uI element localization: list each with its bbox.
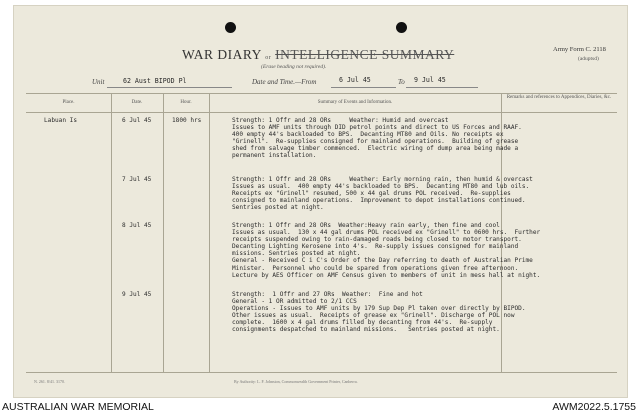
entry-summary: Strength: 1 Offr and 28 ORs Weather:Heavy rain early, then fine and cool Issues as usual. 130 x 44 gal drums POL received ex "Grinell" to 0600 hrs. Further receipts suspended owing to rain-damaged roads being closed to motor transport. Decanting Lighting Kerosene into 4's. Re-supply issues consigned for mainland missions. Sentries posted at night. General - Received C i C's Order of the Day referring to death of Australian Prime Minister. Personnel who could be spared from operations given free afternoon. Lecture by AES Officer on AMF Census given to members of unit in mess hall at night. bbox=[232, 222, 541, 279]
print-code: N. 261. 8/41. 3170. bbox=[34, 379, 65, 384]
date-to: 9 Jul 45 bbox=[414, 76, 446, 84]
title-struck: INTELLIGENCE SUMMARY bbox=[275, 47, 455, 62]
title-war-diary: WAR DIARY bbox=[182, 47, 262, 62]
unit-value: 62 Aust BIPOD Pl bbox=[123, 77, 187, 85]
punch-hole bbox=[396, 22, 407, 33]
entry-date: 8 Jul 45 bbox=[122, 222, 152, 229]
entry-date: 7 Jul 45 bbox=[122, 176, 152, 183]
entry-summary: Strength: 1 Offr and 27 ORs Weather: Fine and hot General - 1 OR admitted to 2/1 CCS Operations - Issues to AMF units by 179 Sup Dep Pl taken over directly by BIPOD. Other issues as usual. Receipts of grease ex "Grinell". Discharge of POL now complete. 1600 x 4 gal drums filled by decanting from 44's. Re-supply consignments despatched to mainland missions. Sentries posted at night. bbox=[232, 291, 526, 334]
entry-summary: Strength: 1 Offr and 28 ORs Weather: Humid and overcast Issues to AMF units through DID petrol points and direct to US Forces and RAAF. 400 empty 44's backloaded to BPS. Decanting MT80 and Oils. No receipts ex "Grinell". Re-supplies consigned for mainland operations. Building of grease shed from salvage timber commenced. Electric wiring of dump area being made a permanent installation. bbox=[232, 117, 522, 160]
entry-hour: 1800 hrs bbox=[172, 117, 202, 124]
col-header-date: Date. bbox=[131, 100, 143, 105]
entry-summary: Strength: 1 Offr and 28 ORs Weather: Early morning rain, then humid & overcast Issues as usual. 400 empty 44's backloaded to BPS. Decanting MT80 and lub oils. Receipts ex "Grinell" resumed, 500 x 44 gal drums POL received. Re-supplies consigned to mainland operations. Improvement to depot installations continued. Sentries posted at night. bbox=[232, 176, 533, 212]
date-label: Date and Time.—From bbox=[252, 78, 317, 86]
to-label: To bbox=[398, 78, 405, 86]
diary-sheet bbox=[13, 5, 628, 398]
punch-hole bbox=[225, 22, 236, 33]
army-form-number: Army Form C. 2118 bbox=[553, 46, 606, 53]
footer-bar bbox=[0, 398, 640, 416]
printer-authority: By Authority: L. F. Johnston, Commonwealth Government Printer, Canberra. bbox=[234, 379, 358, 384]
col-header-place: Place. bbox=[62, 100, 75, 105]
col-header-remarks: Remarks and references to Appendices, Diaries, &c. bbox=[506, 95, 612, 100]
erase-note: (Erase heading not required). bbox=[261, 64, 327, 70]
footer-institution: AUSTRALIAN WAR MEMORIAL bbox=[2, 401, 154, 413]
col-header-summary: Summary of Events and Information. bbox=[317, 100, 393, 105]
form-note: (aduptsd) bbox=[578, 56, 599, 62]
entry-date: 6 Jul 45 bbox=[122, 117, 152, 124]
footer-accession-number: AWM2022.5.1755 bbox=[552, 401, 636, 413]
entry-date: 9 Jul 45 bbox=[122, 291, 152, 298]
col-header-hour: Hour. bbox=[180, 100, 192, 105]
entry-place: Labuan Is bbox=[44, 117, 78, 124]
unit-label: Unit bbox=[92, 78, 105, 86]
page-title: WAR DIARY or INTELLIGENCE SUMMARY bbox=[182, 47, 455, 62]
date-from: 6 Jul 45 bbox=[339, 76, 371, 84]
